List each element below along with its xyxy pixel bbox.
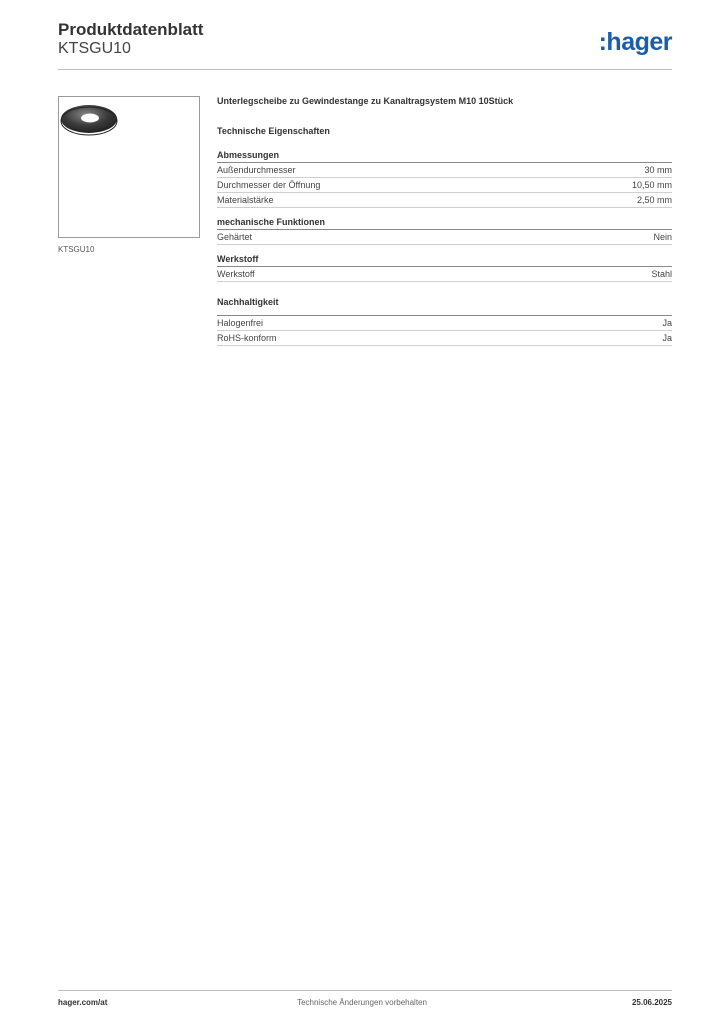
spec-label: Werkstoff [217,269,255,279]
spec-label: Materialstärke [217,195,274,205]
spec-value: Nein [653,232,672,242]
spec-value: Ja [662,318,672,328]
product-image-caption: KTSGU10 [58,245,95,254]
page-subtitle: KTSGU10 [58,40,131,57]
header-divider [58,69,672,70]
section-title: Abmessungen [217,150,672,163]
spec-value: 10,50 mm [631,180,672,190]
section-title: Werkstoff [217,254,672,267]
spec-row [217,230,672,245]
product-description: Unterlegscheibe zu Gewindestange zu Kanaltragsystem M10 10Stück [217,96,514,106]
footer-website-link[interactable]: hager.com/at [58,998,108,1007]
spec-label: Halogenfrei [217,318,264,328]
spec-value: 2,50 mm [636,195,672,205]
spec-value: 30 mm [644,165,672,175]
page-title: Produktdatenblatt [58,20,204,39]
section-title: mechanische Funktionen [217,217,672,230]
spec-value: Ja [662,333,672,343]
spec-section [217,217,672,245]
spec-value: Stahl [651,269,672,279]
spec-content [217,96,672,355]
hager-logo: :hager [598,28,672,56]
spec-row [217,193,672,208]
spec-label: Außendurchmesser [217,165,296,175]
spec-row [217,267,672,282]
spec-section [217,150,672,208]
footer-disclaimer: Technische Änderungen vorbehalten [297,998,427,1007]
footer-date: 25.06.2025 [631,998,672,1007]
spec-row [217,163,672,178]
section-title: Nachhaltigkeit [217,297,672,316]
product-image-frame [58,96,200,238]
spec-section [217,297,672,346]
spec-row [217,178,672,193]
spec-row [217,316,672,331]
spec-row [217,331,672,346]
washer-image [59,97,201,239]
spec-section [217,254,672,282]
spec-label: Durchmesser der Öffnung [217,180,321,190]
tech-properties-heading: Technische Eigenschaften [217,126,330,136]
spec-label: RoHS-konform [217,333,277,343]
footer-divider [58,990,672,991]
spec-label: Gehärtet [217,232,253,242]
